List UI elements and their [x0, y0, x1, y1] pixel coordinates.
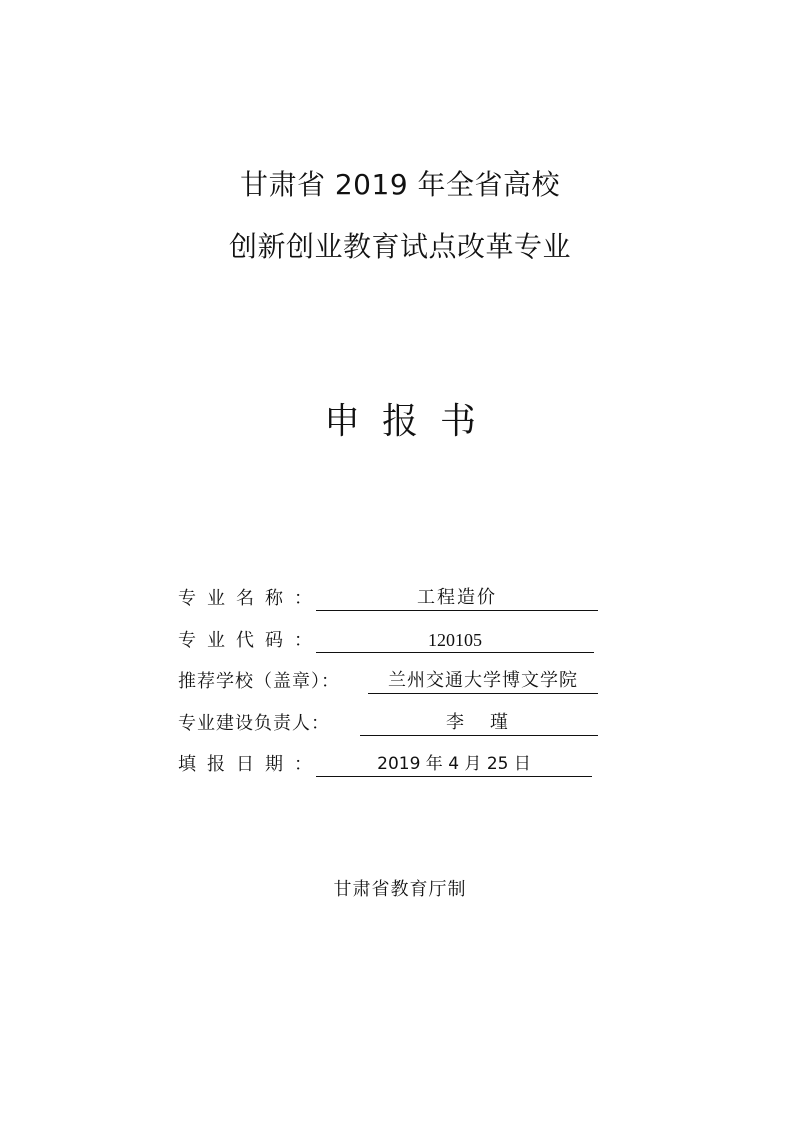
form-row-major-name: [178, 584, 608, 614]
form-row-school: [178, 667, 608, 697]
major-name-value: 工程造价: [316, 586, 598, 611]
fill-date-label: 填报日期：: [178, 754, 323, 775]
form-row-major-code: [178, 626, 608, 656]
project-head-label: 专业建设负责人：: [178, 713, 330, 734]
fill-date-value: 2019 年 4 月 25 日: [316, 752, 592, 777]
document-type-heading: 申报书: [323, 401, 498, 442]
title-line-1: 甘肃省 2019 年全省高校: [239, 168, 561, 201]
project-head-value: 李 瑾: [360, 711, 598, 736]
school-label: 推荐学校（盖章）：: [178, 671, 340, 692]
form-row-fill-date: [178, 750, 608, 780]
major-code-label: 专业代码：: [178, 630, 323, 651]
title-line-2: 创新创业教育试点改革专业: [228, 230, 571, 263]
school-value: 兰州交通大学博文学院: [368, 669, 598, 694]
form-row-project-head: [178, 709, 608, 739]
major-code-value: 120105: [316, 628, 594, 653]
issuer-text: 甘肃省教育厅制: [333, 879, 467, 900]
major-name-label: 专业名称：: [178, 588, 323, 609]
